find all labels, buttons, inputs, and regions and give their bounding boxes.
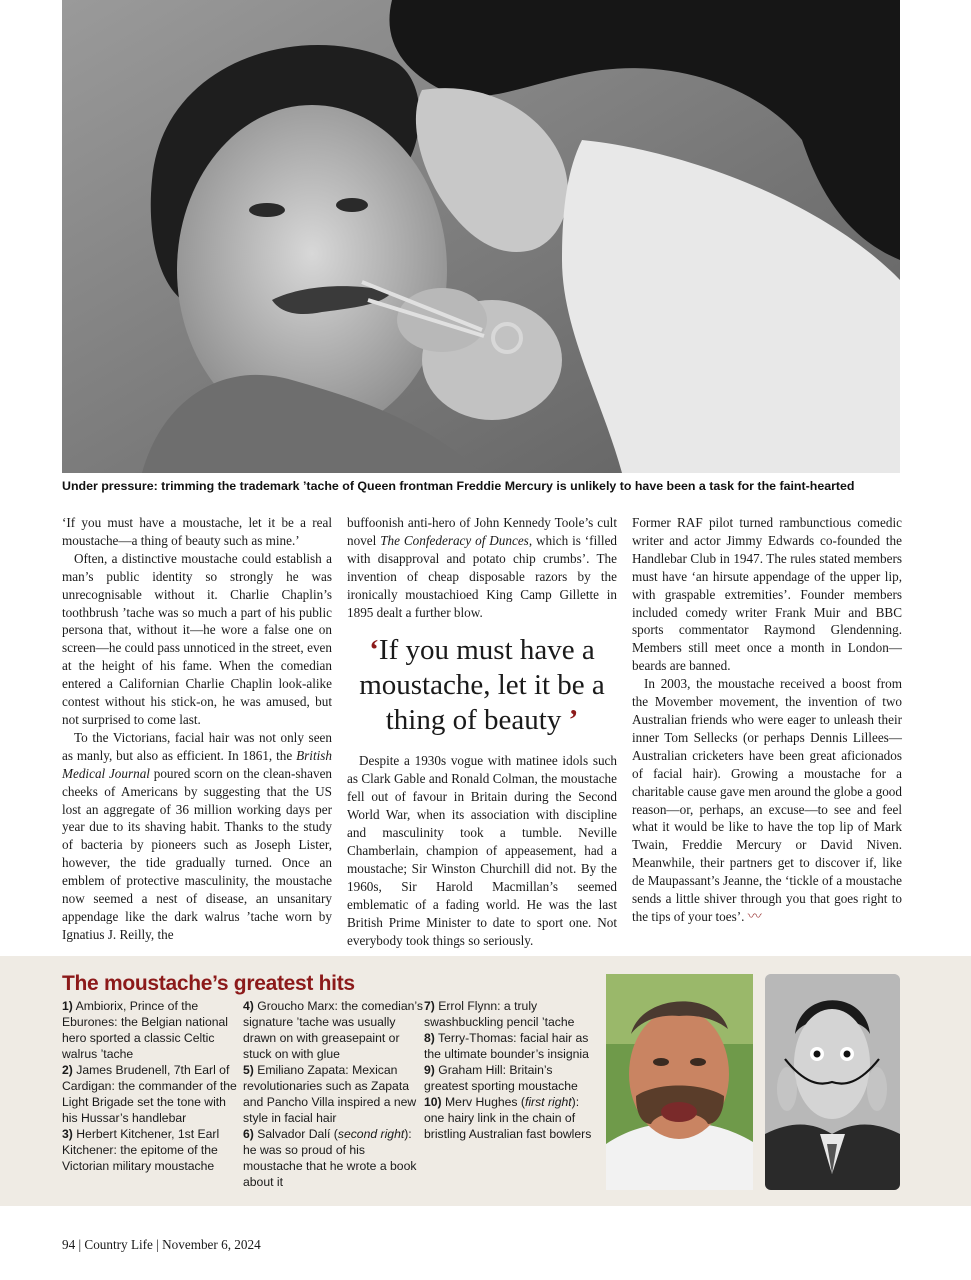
greatest-hits-title: The moustache’s greatest hits (62, 972, 355, 995)
greatest-hits-panel (0, 956, 971, 1206)
list-item: 3) Herbert Kitchener, 1st Earl Kitchener: the epitome of the Victorian military moustache (62, 1127, 220, 1173)
article-column-3 (632, 514, 902, 927)
photo-caption: Under pressure: trimming the trademark ’tache of Queen frontman Freddie Mercury is unlikely to have been a task for the faint-hearted (62, 479, 855, 493)
pull-quote-close-mark: ’ (568, 704, 579, 737)
pull-quote (347, 633, 617, 738)
list-item: 5) Emiliano Zapata: Mexican revolutionaries such as Zapata and Pancho Villa inspired a new style in facial hair (243, 1063, 417, 1125)
hero-photo (62, 0, 900, 473)
article-column-2 (347, 514, 617, 949)
hits-column-2 (243, 998, 423, 1190)
end-mark-icon: 〰 (747, 908, 762, 925)
hits-column-1 (62, 998, 242, 1174)
pull-quote-open-mark: ‘ (369, 634, 379, 667)
paragraph-wartime: Despite a 1930s vogue with matinee idols such as Clark Gable and Ronald Colman, the moustache fell out of favour in Britain during the Second World War, when its association with discipline and masculinity took a tumble. Neville Chamberlain, champion of appeasement, had a moustache; Sir Winston Churchill did not. By the 1960s, Sir Harold Macmillan’s seemed emblematic of a fading world. He was the last British Prime Minister to date to sport one. Not everybody took things so seriously. (347, 753, 617, 948)
list-item: 6) Salvador Dalí (second right): he was so proud of his moustache that he wrote a book about it (243, 1127, 417, 1189)
list-item: 2) James Brudenell, 7th Earl of Cardigan: the commander of the Light Brigade set the tone with his Hussar’s handlebar (62, 1063, 237, 1125)
page-footer: 94 | Country Life | November 6, 2024 (62, 1237, 261, 1252)
salvador-dali-photo (765, 974, 900, 1190)
merv-hughes-photo (606, 974, 753, 1190)
paragraph-toole: buffoonish anti-hero of John Kennedy Toole’s cult novel The Confederacy of Dunces, which is ‘filled with disapproval and potato chip crumbs’. The invention of cheap disposable razors by the ironically moustachioed King Camp Gillette in 1895 dealt a further blow. (347, 515, 618, 620)
paragraph-movember: In 2003, the moustache received a boost from the Movember movement, the invention of two Australian friends who were eager to unleash their inner Tom Sellecks (or perhaps Dennis Lillees—Australian cricketers have been great aficionados of facial hair). Growing a moustache for a charitable cause gave men around the globe a good reason—or, perhaps, an excuse—to see and feel what it would be like to have the top lip of Mark Twain, Freddie Mercury or David Niven. Meanwhile, their partners get to discover if, like de Maupassant’s Jeanne, the ‘tickle of a moustache sends a little shiver through you that goes right to the tips of your toes’. 〰 (632, 676, 902, 925)
article-column-1 (62, 514, 332, 944)
pull-quote-text: If you must have a moustache, let it be a thing of beauty (359, 634, 605, 737)
list-item: 9) Graham Hill: Britain’s greatest sporting moustache (424, 1063, 578, 1093)
journal-title: British Medical Journal (62, 747, 332, 781)
list-item: 8) Terry-Thomas: facial hair as the ultimate bounder’s insignia (424, 1031, 589, 1061)
hits-column-3 (424, 998, 599, 1142)
paragraph-handlebar-club: Former RAF pilot turned rambunctious comedic writer and actor Jimmy Edwards co-founded the Handlebar Club in 1947. The rules stated members must have ‘an hirsute appendage of the upper lip, with graspable extremities’. Founder members included comedy writer Frank Muir and BBC sports commentator Raymond Glendenning. Members still meet once a month in London—beards are banned. (632, 515, 902, 674)
paragraph-chaplin: Often, a distinctive moustache could establish a man’s public identity so strongly he was unrecognisable without it. Charlie Chaplin’s toothbrush ’tache was so much a part of his public persona that, without it—he wore a false one on screen—he could pass unnoticed in the street, even at the height of his fame. When the comedian entered a Californian Charlie Chaplin look-alike contest without his stick-on, he was amused, but not surprised to come last. (62, 550, 332, 727)
list-item: 10) Merv Hughes (first right): one hairy link in the chain of bristling Australian fast bowlers (424, 1095, 592, 1141)
list-item: 7) Errol Flynn: a truly swashbuckling pencil ’tache (424, 999, 575, 1029)
list-item: 4) Groucho Marx: the comedian’s signature ’tache was usually drawn on with greasepaint or stuck on with glue (243, 999, 423, 1061)
novel-title: The Confederacy of Dunces (380, 532, 529, 548)
list-item: 1) Ambiorix, Prince of the Eburones: the Belgian national hero sported a classic Celtic walrus ’tache (62, 999, 229, 1061)
opening-quote: ‘If you must have a moustache, let it be a real moustache—a thing of beauty such as mine.’ (62, 515, 332, 548)
paragraph-victorians: To the Victorians, facial hair was not only seen as manly, but also as efficient. In 1861, the British Medical Journal poured scorn on the clean-shaven cheeks of Americans by suggesting that the US lost an aggregate of 36 million working days per year due to its shaving habit. Thanks to the study of bacteria by pioneers such as Joseph Lister, however, the tide gradually turned. Once an emblem of protective masculinity, the moustache now seemed a nest of disease, an unsanitary appendage like the dark walrus ’tache worn by Ignatius J. Reilly, the (62, 729, 333, 942)
